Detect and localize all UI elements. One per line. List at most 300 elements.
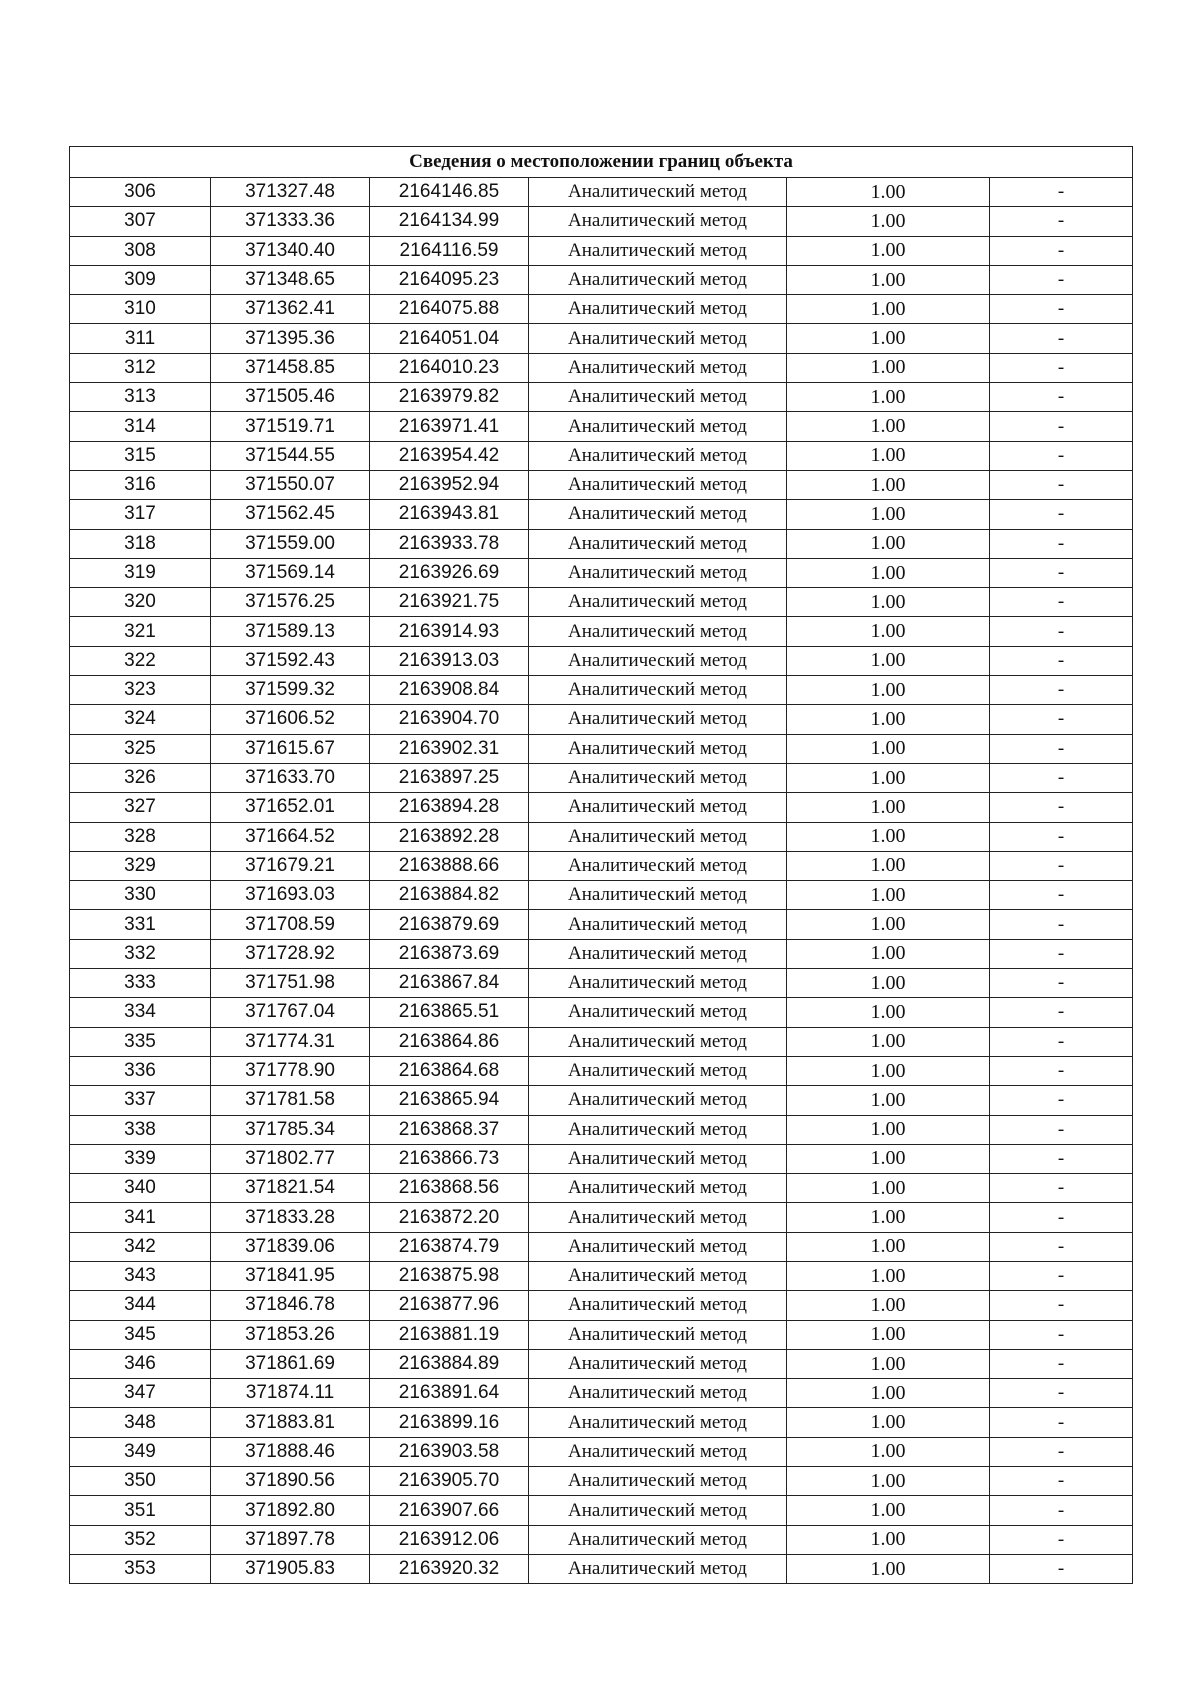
accuracy-cell: 1.00 bbox=[787, 441, 990, 470]
point-number-cell: 353 bbox=[70, 1554, 211, 1583]
table-row bbox=[70, 1349, 1133, 1378]
note-cell: - bbox=[990, 939, 1133, 968]
table-row bbox=[70, 1320, 1133, 1349]
method-cell: Аналитический метод bbox=[529, 178, 787, 207]
x-coordinate-cell: 371589.13 bbox=[211, 617, 370, 646]
x-coordinate-cell: 371340.40 bbox=[211, 236, 370, 265]
point-number-cell: 336 bbox=[70, 1056, 211, 1085]
point-number-cell: 331 bbox=[70, 910, 211, 939]
accuracy-cell: 1.00 bbox=[787, 295, 990, 324]
y-coordinate-cell: 2163954.42 bbox=[370, 441, 529, 470]
accuracy-cell: 1.00 bbox=[787, 676, 990, 705]
y-coordinate-cell: 2164095.23 bbox=[370, 265, 529, 294]
accuracy-cell: 1.00 bbox=[787, 470, 990, 499]
note-cell: - bbox=[990, 822, 1133, 851]
table-row bbox=[70, 1056, 1133, 1085]
accuracy-cell: 1.00 bbox=[787, 617, 990, 646]
point-number-cell: 324 bbox=[70, 705, 211, 734]
method-cell: Аналитический метод bbox=[529, 1379, 787, 1408]
y-coordinate-cell: 2163979.82 bbox=[370, 383, 529, 412]
table-row bbox=[70, 324, 1133, 353]
y-coordinate-cell: 2163872.20 bbox=[370, 1203, 529, 1232]
table-row bbox=[70, 1115, 1133, 1144]
x-coordinate-cell: 371505.46 bbox=[211, 383, 370, 412]
accuracy-cell: 1.00 bbox=[787, 1261, 990, 1290]
point-number-cell: 323 bbox=[70, 676, 211, 705]
y-coordinate-cell: 2163866.73 bbox=[370, 1144, 529, 1173]
point-number-cell: 325 bbox=[70, 734, 211, 763]
table-row bbox=[70, 1291, 1133, 1320]
point-number-cell: 312 bbox=[70, 353, 211, 382]
y-coordinate-cell: 2164146.85 bbox=[370, 178, 529, 207]
table-row bbox=[70, 617, 1133, 646]
x-coordinate-cell: 371861.69 bbox=[211, 1349, 370, 1378]
accuracy-cell: 1.00 bbox=[787, 353, 990, 382]
x-coordinate-cell: 371767.04 bbox=[211, 998, 370, 1027]
method-cell: Аналитический метод bbox=[529, 1086, 787, 1115]
table-title: Сведения о местоположении границ объекта bbox=[70, 147, 1133, 178]
table-row bbox=[70, 646, 1133, 675]
accuracy-cell: 1.00 bbox=[787, 500, 990, 529]
note-cell: - bbox=[990, 1174, 1133, 1203]
table-row bbox=[70, 207, 1133, 236]
point-number-cell: 320 bbox=[70, 588, 211, 617]
table-row bbox=[70, 1437, 1133, 1466]
method-cell: Аналитический метод bbox=[529, 939, 787, 968]
note-cell: - bbox=[990, 441, 1133, 470]
accuracy-cell: 1.00 bbox=[787, 1291, 990, 1320]
table-row bbox=[70, 822, 1133, 851]
method-cell: Аналитический метод bbox=[529, 1027, 787, 1056]
point-number-cell: 352 bbox=[70, 1525, 211, 1554]
table-row bbox=[70, 1232, 1133, 1261]
accuracy-cell: 1.00 bbox=[787, 822, 990, 851]
method-cell: Аналитический метод bbox=[529, 705, 787, 734]
note-cell: - bbox=[990, 207, 1133, 236]
point-number-cell: 310 bbox=[70, 295, 211, 324]
note-cell: - bbox=[990, 1408, 1133, 1437]
accuracy-cell: 1.00 bbox=[787, 1027, 990, 1056]
table-row bbox=[70, 529, 1133, 558]
x-coordinate-cell: 371853.26 bbox=[211, 1320, 370, 1349]
x-coordinate-cell: 371781.58 bbox=[211, 1086, 370, 1115]
note-cell: - bbox=[990, 1203, 1133, 1232]
x-coordinate-cell: 371839.06 bbox=[211, 1232, 370, 1261]
x-coordinate-cell: 371874.11 bbox=[211, 1379, 370, 1408]
point-number-cell: 313 bbox=[70, 383, 211, 412]
method-cell: Аналитический метод bbox=[529, 998, 787, 1027]
method-cell: Аналитический метод bbox=[529, 1056, 787, 1085]
y-coordinate-cell: 2163892.28 bbox=[370, 822, 529, 851]
point-number-cell: 345 bbox=[70, 1320, 211, 1349]
accuracy-cell: 1.00 bbox=[787, 236, 990, 265]
table-row bbox=[70, 1261, 1133, 1290]
point-number-cell: 326 bbox=[70, 763, 211, 792]
x-coordinate-cell: 371458.85 bbox=[211, 353, 370, 382]
y-coordinate-cell: 2163903.58 bbox=[370, 1437, 529, 1466]
accuracy-cell: 1.00 bbox=[787, 734, 990, 763]
x-coordinate-cell: 371897.78 bbox=[211, 1525, 370, 1554]
accuracy-cell: 1.00 bbox=[787, 1174, 990, 1203]
y-coordinate-cell: 2163908.84 bbox=[370, 676, 529, 705]
point-number-cell: 342 bbox=[70, 1232, 211, 1261]
note-cell: - bbox=[990, 500, 1133, 529]
point-number-cell: 334 bbox=[70, 998, 211, 1027]
point-number-cell: 330 bbox=[70, 881, 211, 910]
x-coordinate-cell: 371821.54 bbox=[211, 1174, 370, 1203]
method-cell: Аналитический метод bbox=[529, 1554, 787, 1583]
method-cell: Аналитический метод bbox=[529, 588, 787, 617]
note-cell: - bbox=[990, 236, 1133, 265]
method-cell: Аналитический метод bbox=[529, 1408, 787, 1437]
accuracy-cell: 1.00 bbox=[787, 1115, 990, 1144]
y-coordinate-cell: 2164010.23 bbox=[370, 353, 529, 382]
point-number-cell: 311 bbox=[70, 324, 211, 353]
accuracy-cell: 1.00 bbox=[787, 969, 990, 998]
note-cell: - bbox=[990, 617, 1133, 646]
method-cell: Аналитический метод bbox=[529, 470, 787, 499]
point-number-cell: 318 bbox=[70, 529, 211, 558]
note-cell: - bbox=[990, 1086, 1133, 1115]
method-cell: Аналитический метод bbox=[529, 441, 787, 470]
note-cell: - bbox=[990, 1232, 1133, 1261]
boundary-points-table bbox=[69, 146, 1133, 1584]
table-row bbox=[70, 1379, 1133, 1408]
table-row bbox=[70, 558, 1133, 587]
table-row bbox=[70, 1496, 1133, 1525]
method-cell: Аналитический метод bbox=[529, 910, 787, 939]
y-coordinate-cell: 2163877.96 bbox=[370, 1291, 529, 1320]
method-cell: Аналитический метод bbox=[529, 500, 787, 529]
x-coordinate-cell: 371592.43 bbox=[211, 646, 370, 675]
table-row bbox=[70, 588, 1133, 617]
y-coordinate-cell: 2163913.03 bbox=[370, 646, 529, 675]
point-number-cell: 306 bbox=[70, 178, 211, 207]
method-cell: Аналитический метод bbox=[529, 1320, 787, 1349]
point-number-cell: 332 bbox=[70, 939, 211, 968]
table-row bbox=[70, 1174, 1133, 1203]
y-coordinate-cell: 2163865.51 bbox=[370, 998, 529, 1027]
y-coordinate-cell: 2163884.89 bbox=[370, 1349, 529, 1378]
point-number-cell: 319 bbox=[70, 558, 211, 587]
method-cell: Аналитический метод bbox=[529, 1261, 787, 1290]
accuracy-cell: 1.00 bbox=[787, 1056, 990, 1085]
x-coordinate-cell: 371841.95 bbox=[211, 1261, 370, 1290]
point-number-cell: 327 bbox=[70, 793, 211, 822]
note-cell: - bbox=[990, 763, 1133, 792]
note-cell: - bbox=[990, 295, 1133, 324]
x-coordinate-cell: 371905.83 bbox=[211, 1554, 370, 1583]
table-row bbox=[70, 1408, 1133, 1437]
method-cell: Аналитический метод bbox=[529, 324, 787, 353]
note-cell: - bbox=[990, 558, 1133, 587]
x-coordinate-cell: 371774.31 bbox=[211, 1027, 370, 1056]
accuracy-cell: 1.00 bbox=[787, 1320, 990, 1349]
y-coordinate-cell: 2163879.69 bbox=[370, 910, 529, 939]
table-row bbox=[70, 910, 1133, 939]
y-coordinate-cell: 2163875.98 bbox=[370, 1261, 529, 1290]
table-row bbox=[70, 1086, 1133, 1115]
point-number-cell: 329 bbox=[70, 851, 211, 880]
table-title-row bbox=[70, 147, 1133, 178]
y-coordinate-cell: 2163897.25 bbox=[370, 763, 529, 792]
y-coordinate-cell: 2163868.56 bbox=[370, 1174, 529, 1203]
x-coordinate-cell: 371664.52 bbox=[211, 822, 370, 851]
y-coordinate-cell: 2163971.41 bbox=[370, 412, 529, 441]
accuracy-cell: 1.00 bbox=[787, 1379, 990, 1408]
table-row bbox=[70, 295, 1133, 324]
x-coordinate-cell: 371883.81 bbox=[211, 1408, 370, 1437]
method-cell: Аналитический метод bbox=[529, 1437, 787, 1466]
table-body bbox=[70, 178, 1133, 1584]
note-cell: - bbox=[990, 265, 1133, 294]
y-coordinate-cell: 2163907.66 bbox=[370, 1496, 529, 1525]
method-cell: Аналитический метод bbox=[529, 822, 787, 851]
method-cell: Аналитический метод bbox=[529, 558, 787, 587]
method-cell: Аналитический метод bbox=[529, 236, 787, 265]
accuracy-cell: 1.00 bbox=[787, 851, 990, 880]
y-coordinate-cell: 2163867.84 bbox=[370, 969, 529, 998]
accuracy-cell: 1.00 bbox=[787, 1203, 990, 1232]
method-cell: Аналитический метод bbox=[529, 969, 787, 998]
x-coordinate-cell: 371327.48 bbox=[211, 178, 370, 207]
y-coordinate-cell: 2163865.94 bbox=[370, 1086, 529, 1115]
x-coordinate-cell: 371888.46 bbox=[211, 1437, 370, 1466]
table-row bbox=[70, 1203, 1133, 1232]
method-cell: Аналитический метод bbox=[529, 1174, 787, 1203]
method-cell: Аналитический метод bbox=[529, 265, 787, 294]
accuracy-cell: 1.00 bbox=[787, 178, 990, 207]
y-coordinate-cell: 2163864.86 bbox=[370, 1027, 529, 1056]
point-number-cell: 344 bbox=[70, 1291, 211, 1320]
table-row bbox=[70, 353, 1133, 382]
point-number-cell: 351 bbox=[70, 1496, 211, 1525]
table-row bbox=[70, 939, 1133, 968]
point-number-cell: 337 bbox=[70, 1086, 211, 1115]
point-number-cell: 348 bbox=[70, 1408, 211, 1437]
x-coordinate-cell: 371606.52 bbox=[211, 705, 370, 734]
method-cell: Аналитический метод bbox=[529, 529, 787, 558]
x-coordinate-cell: 371890.56 bbox=[211, 1467, 370, 1496]
x-coordinate-cell: 371348.65 bbox=[211, 265, 370, 294]
y-coordinate-cell: 2164075.88 bbox=[370, 295, 529, 324]
y-coordinate-cell: 2163933.78 bbox=[370, 529, 529, 558]
method-cell: Аналитический метод bbox=[529, 734, 787, 763]
x-coordinate-cell: 371785.34 bbox=[211, 1115, 370, 1144]
note-cell: - bbox=[990, 1349, 1133, 1378]
y-coordinate-cell: 2163891.64 bbox=[370, 1379, 529, 1408]
table-row bbox=[70, 1525, 1133, 1554]
x-coordinate-cell: 371833.28 bbox=[211, 1203, 370, 1232]
accuracy-cell: 1.00 bbox=[787, 529, 990, 558]
x-coordinate-cell: 371559.00 bbox=[211, 529, 370, 558]
note-cell: - bbox=[990, 1261, 1133, 1290]
note-cell: - bbox=[990, 324, 1133, 353]
x-coordinate-cell: 371569.14 bbox=[211, 558, 370, 587]
method-cell: Аналитический метод bbox=[529, 851, 787, 880]
accuracy-cell: 1.00 bbox=[787, 910, 990, 939]
point-number-cell: 333 bbox=[70, 969, 211, 998]
accuracy-cell: 1.00 bbox=[787, 1496, 990, 1525]
accuracy-cell: 1.00 bbox=[787, 588, 990, 617]
y-coordinate-cell: 2163894.28 bbox=[370, 793, 529, 822]
note-cell: - bbox=[990, 881, 1133, 910]
point-number-cell: 339 bbox=[70, 1144, 211, 1173]
accuracy-cell: 1.00 bbox=[787, 1408, 990, 1437]
accuracy-cell: 1.00 bbox=[787, 705, 990, 734]
note-cell: - bbox=[990, 1379, 1133, 1408]
note-cell: - bbox=[990, 588, 1133, 617]
accuracy-cell: 1.00 bbox=[787, 1554, 990, 1583]
note-cell: - bbox=[990, 1291, 1133, 1320]
method-cell: Аналитический метод bbox=[529, 1115, 787, 1144]
accuracy-cell: 1.00 bbox=[787, 1525, 990, 1554]
accuracy-cell: 1.00 bbox=[787, 1144, 990, 1173]
note-cell: - bbox=[990, 1554, 1133, 1583]
accuracy-cell: 1.00 bbox=[787, 265, 990, 294]
accuracy-cell: 1.00 bbox=[787, 1349, 990, 1378]
y-coordinate-cell: 2163899.16 bbox=[370, 1408, 529, 1437]
table-row bbox=[70, 969, 1133, 998]
x-coordinate-cell: 371802.77 bbox=[211, 1144, 370, 1173]
x-coordinate-cell: 371599.32 bbox=[211, 676, 370, 705]
accuracy-cell: 1.00 bbox=[787, 939, 990, 968]
table-row bbox=[70, 763, 1133, 792]
point-number-cell: 328 bbox=[70, 822, 211, 851]
note-cell: - bbox=[990, 529, 1133, 558]
table-row bbox=[70, 881, 1133, 910]
y-coordinate-cell: 2163920.32 bbox=[370, 1554, 529, 1583]
x-coordinate-cell: 371633.70 bbox=[211, 763, 370, 792]
x-coordinate-cell: 371519.71 bbox=[211, 412, 370, 441]
point-number-cell: 307 bbox=[70, 207, 211, 236]
note-cell: - bbox=[990, 1496, 1133, 1525]
method-cell: Аналитический метод bbox=[529, 676, 787, 705]
x-coordinate-cell: 371679.21 bbox=[211, 851, 370, 880]
y-coordinate-cell: 2163905.70 bbox=[370, 1467, 529, 1496]
y-coordinate-cell: 2163864.68 bbox=[370, 1056, 529, 1085]
method-cell: Аналитический метод bbox=[529, 353, 787, 382]
accuracy-cell: 1.00 bbox=[787, 998, 990, 1027]
accuracy-cell: 1.00 bbox=[787, 412, 990, 441]
y-coordinate-cell: 2164116.59 bbox=[370, 236, 529, 265]
accuracy-cell: 1.00 bbox=[787, 207, 990, 236]
y-coordinate-cell: 2163888.66 bbox=[370, 851, 529, 880]
method-cell: Аналитический метод bbox=[529, 617, 787, 646]
note-cell: - bbox=[990, 793, 1133, 822]
y-coordinate-cell: 2163912.06 bbox=[370, 1525, 529, 1554]
note-cell: - bbox=[990, 646, 1133, 675]
y-coordinate-cell: 2164134.99 bbox=[370, 207, 529, 236]
point-number-cell: 347 bbox=[70, 1379, 211, 1408]
method-cell: Аналитический метод bbox=[529, 1496, 787, 1525]
accuracy-cell: 1.00 bbox=[787, 324, 990, 353]
accuracy-cell: 1.00 bbox=[787, 793, 990, 822]
note-cell: - bbox=[990, 998, 1133, 1027]
table-row bbox=[70, 470, 1133, 499]
note-cell: - bbox=[990, 470, 1133, 499]
point-number-cell: 349 bbox=[70, 1437, 211, 1466]
table-row bbox=[70, 265, 1133, 294]
note-cell: - bbox=[990, 734, 1133, 763]
table-row bbox=[70, 383, 1133, 412]
x-coordinate-cell: 371892.80 bbox=[211, 1496, 370, 1525]
point-number-cell: 322 bbox=[70, 646, 211, 675]
y-coordinate-cell: 2163926.69 bbox=[370, 558, 529, 587]
table-row bbox=[70, 500, 1133, 529]
point-number-cell: 316 bbox=[70, 470, 211, 499]
accuracy-cell: 1.00 bbox=[787, 558, 990, 587]
table-row bbox=[70, 793, 1133, 822]
x-coordinate-cell: 371751.98 bbox=[211, 969, 370, 998]
point-number-cell: 338 bbox=[70, 1115, 211, 1144]
method-cell: Аналитический метод bbox=[529, 881, 787, 910]
note-cell: - bbox=[990, 178, 1133, 207]
x-coordinate-cell: 371333.36 bbox=[211, 207, 370, 236]
x-coordinate-cell: 371362.41 bbox=[211, 295, 370, 324]
x-coordinate-cell: 371846.78 bbox=[211, 1291, 370, 1320]
accuracy-cell: 1.00 bbox=[787, 1437, 990, 1466]
y-coordinate-cell: 2163952.94 bbox=[370, 470, 529, 499]
method-cell: Аналитический метод bbox=[529, 412, 787, 441]
note-cell: - bbox=[990, 1467, 1133, 1496]
y-coordinate-cell: 2163914.93 bbox=[370, 617, 529, 646]
point-number-cell: 309 bbox=[70, 265, 211, 294]
method-cell: Аналитический метод bbox=[529, 646, 787, 675]
accuracy-cell: 1.00 bbox=[787, 881, 990, 910]
method-cell: Аналитический метод bbox=[529, 1349, 787, 1378]
table-row bbox=[70, 1467, 1133, 1496]
point-number-cell: 314 bbox=[70, 412, 211, 441]
table-row bbox=[70, 236, 1133, 265]
point-number-cell: 317 bbox=[70, 500, 211, 529]
method-cell: Аналитический метод bbox=[529, 1232, 787, 1261]
point-number-cell: 340 bbox=[70, 1174, 211, 1203]
note-cell: - bbox=[990, 1320, 1133, 1349]
note-cell: - bbox=[990, 1437, 1133, 1466]
method-cell: Аналитический метод bbox=[529, 383, 787, 412]
method-cell: Аналитический метод bbox=[529, 1144, 787, 1173]
note-cell: - bbox=[990, 851, 1133, 880]
table-row bbox=[70, 441, 1133, 470]
note-cell: - bbox=[990, 676, 1133, 705]
accuracy-cell: 1.00 bbox=[787, 646, 990, 675]
note-cell: - bbox=[990, 1027, 1133, 1056]
table-row bbox=[70, 1027, 1133, 1056]
method-cell: Аналитический метод bbox=[529, 1291, 787, 1320]
method-cell: Аналитический метод bbox=[529, 1467, 787, 1496]
y-coordinate-cell: 2163921.75 bbox=[370, 588, 529, 617]
x-coordinate-cell: 371576.25 bbox=[211, 588, 370, 617]
x-coordinate-cell: 371615.67 bbox=[211, 734, 370, 763]
method-cell: Аналитический метод bbox=[529, 763, 787, 792]
method-cell: Аналитический метод bbox=[529, 295, 787, 324]
x-coordinate-cell: 371562.45 bbox=[211, 500, 370, 529]
table-row bbox=[70, 1144, 1133, 1173]
table-row bbox=[70, 705, 1133, 734]
y-coordinate-cell: 2163943.81 bbox=[370, 500, 529, 529]
point-number-cell: 346 bbox=[70, 1349, 211, 1378]
x-coordinate-cell: 371728.92 bbox=[211, 939, 370, 968]
note-cell: - bbox=[990, 705, 1133, 734]
table-row bbox=[70, 412, 1133, 441]
y-coordinate-cell: 2163881.19 bbox=[370, 1320, 529, 1349]
x-coordinate-cell: 371778.90 bbox=[211, 1056, 370, 1085]
table-row bbox=[70, 734, 1133, 763]
accuracy-cell: 1.00 bbox=[787, 1232, 990, 1261]
y-coordinate-cell: 2163902.31 bbox=[370, 734, 529, 763]
method-cell: Аналитический метод bbox=[529, 793, 787, 822]
